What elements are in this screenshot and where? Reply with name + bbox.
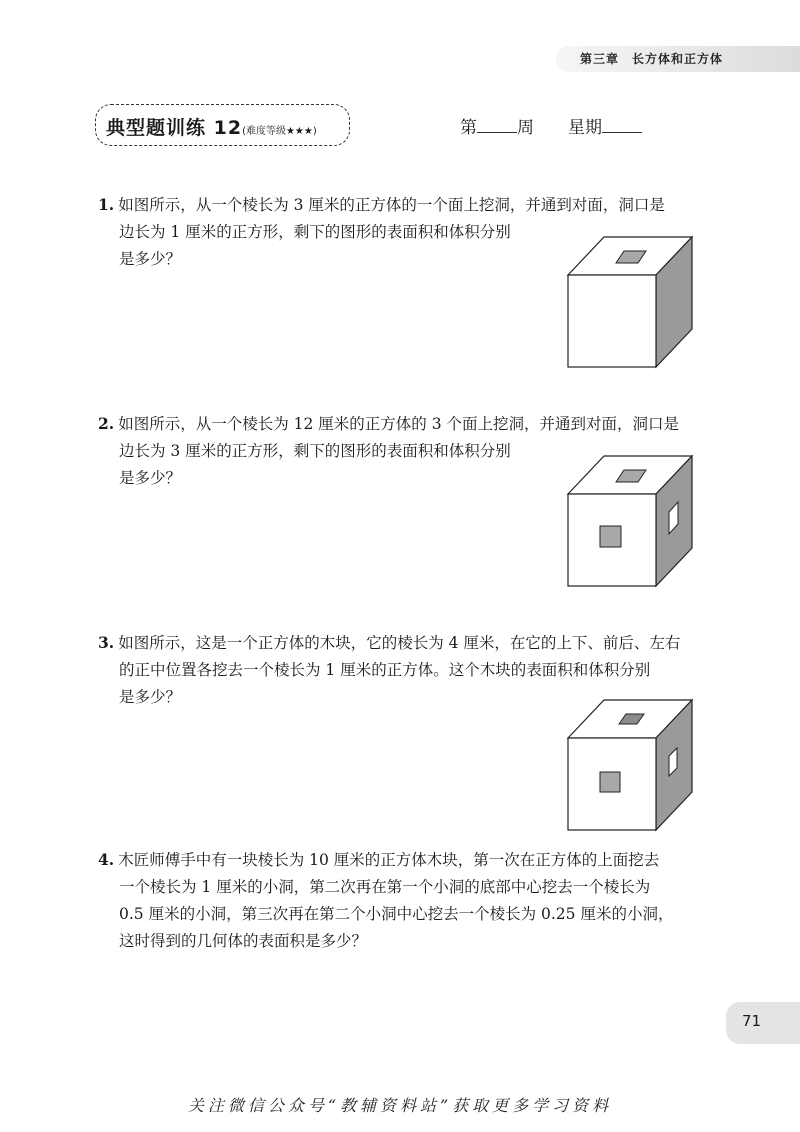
weekday-label: 星期 bbox=[568, 118, 602, 138]
problem-text-line: 一个棱长为 1 厘米的小洞，第二次再在第一个小洞的底部中心挖去一个棱长为 bbox=[119, 878, 651, 896]
week-di-label: 第 bbox=[460, 118, 477, 138]
difficulty-label: (难度等级★★★) bbox=[242, 126, 317, 137]
problem-text-line: 这时得到的几何体的表面积是多少？ bbox=[119, 932, 368, 950]
problem-text-line: 如图所示，这是一个正方体的木块，它的棱长为 4 厘米，在它的上下、前后、左右 bbox=[118, 634, 681, 652]
problem-text-line: 如图所示，从一个棱长为 12 厘米的正方体的 3 个面上挖洞，并通到对面，洞口是 bbox=[118, 415, 679, 433]
page-number-tab bbox=[726, 1002, 800, 1044]
page-title bbox=[106, 113, 317, 140]
footer-notice: 关注微信公众号“教辅资料站”获取更多学习资料 bbox=[187, 1096, 613, 1115]
cube-figure-3 bbox=[566, 698, 696, 848]
problem-number: 2. bbox=[98, 414, 115, 433]
week-number-blank bbox=[477, 132, 517, 133]
problem-text-line: 如图所示，从一个棱长为 3 厘米的正方体的一个面上挖洞，并通到对面，洞口是 bbox=[118, 196, 665, 214]
problem-text-line: 的正中位置各挖去一个棱长为 1 厘米的正方体。这个木块的表面积和体积分别 bbox=[119, 661, 651, 679]
problem-number: 3. bbox=[98, 633, 115, 652]
week-field bbox=[460, 113, 642, 138]
cube-figure-2 bbox=[566, 454, 696, 604]
front-hole bbox=[600, 772, 620, 792]
problem-text-line: 是多少？ bbox=[119, 250, 182, 268]
problem-number: 4. bbox=[98, 850, 115, 869]
problem-text-line: 木匠师傅手中有一块棱长为 10 厘米的正方体木块，第一次在正方体的上面挖去 bbox=[118, 851, 660, 869]
week-zhou-label: 周 bbox=[517, 118, 534, 138]
problem-text-line: 是多少？ bbox=[119, 688, 182, 706]
problem-number: 1. bbox=[98, 195, 115, 214]
title-main-text: 典型题训练 12 bbox=[106, 117, 243, 139]
page-number: 71 bbox=[742, 1012, 762, 1030]
problem-text-line: 是多少？ bbox=[119, 469, 182, 487]
problem-text-line: 边长为 3 厘米的正方形，剩下的图形的表面积和体积分别 bbox=[119, 442, 511, 460]
problem-4 bbox=[98, 846, 708, 955]
cube-figure-1 bbox=[566, 235, 696, 385]
chapter-header: 第三章 长方体和正方体 bbox=[580, 52, 724, 66]
problem-text-line: 0.5 厘米的小洞，第三次再在第二个小洞中心挖去一个棱长为 0.25 厘米的小洞， bbox=[119, 905, 674, 923]
weekday-blank bbox=[602, 132, 642, 133]
problem-text-line: 边长为 1 厘米的正方形，剩下的图形的表面积和体积分别 bbox=[119, 223, 511, 241]
front-hole bbox=[600, 526, 621, 547]
